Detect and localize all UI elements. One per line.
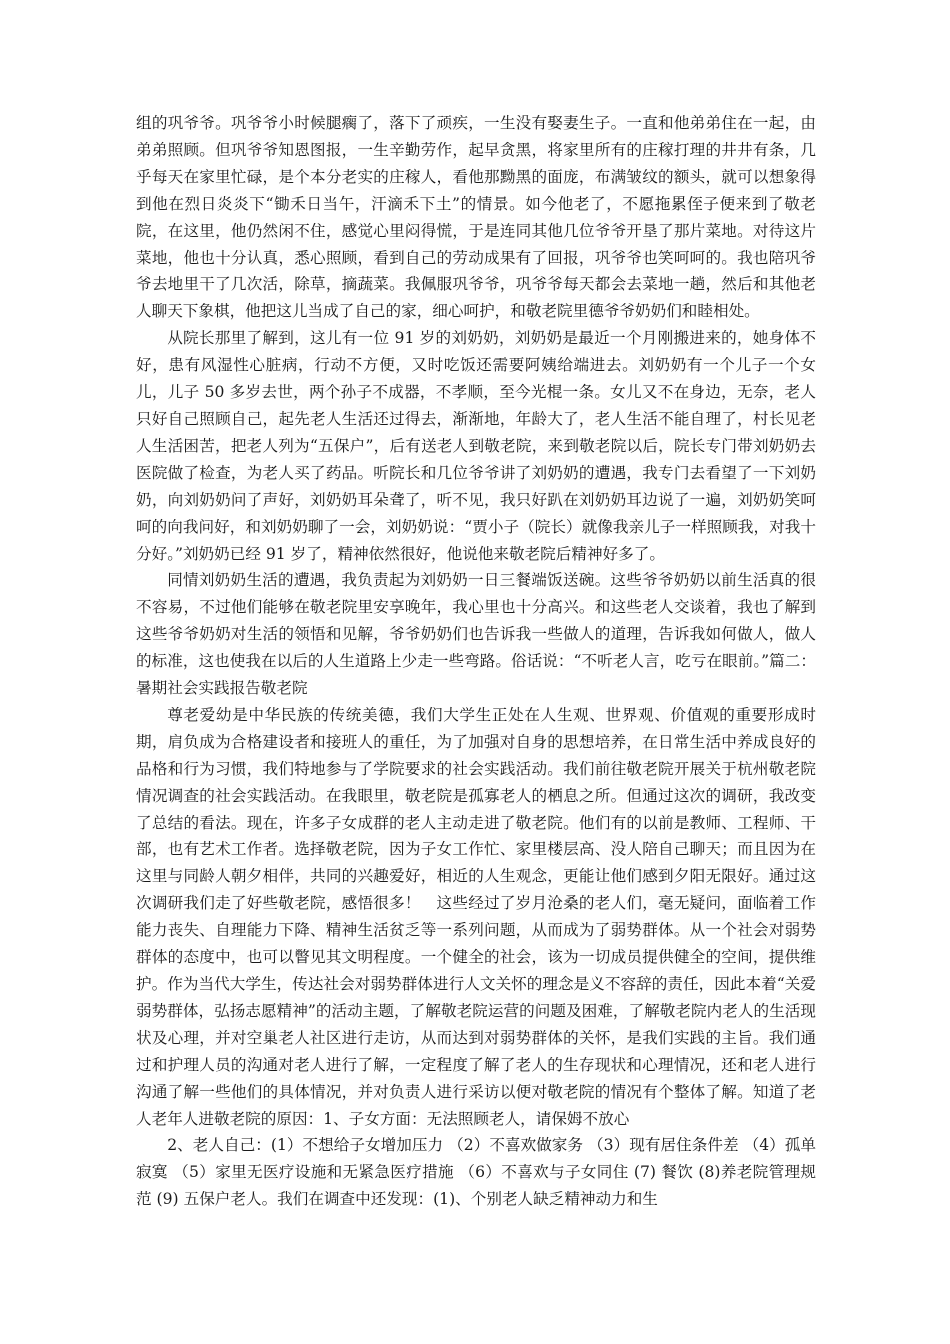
paragraph-1: 组的巩爷爷。巩爷爷小时候腿瘸了，落下了顽疾，一生没有娶妻生子。一直和他弟弟住在一起，由弟弟照顾。但巩爷爷知恩图报，一生辛勤劳作，起早贪黑，将家里所有的庄稼打理的井井有条，几乎每天在家里忙碌，是个本分老实的庄稼人，看他那黝黑的面庞，布满皱纹的额头，就可以想象得到他在烈日炎炎下“锄禾日当午，汗滴禾下土”的情景。如今他老了，不愿拖累侄子便来到了敬老院，在这里，他仍然闲不住，感觉心里闷得慌，于是连同其他几位爷爷开垦了那片菜地。对待这片菜地，他也十分认真，悉心照顾，看到自己的劳动成果有了回报，巩爷爷也笑呵呵的。我也陪巩爷爷去地里干了几次活，除草，摘蔬菜。我佩服巩爷爷，巩爷爷每天都会去菜地一趟，然后和其他老人聊天下象棋，他把这儿当成了自己的家，细心呵护，和敬老院里德爷爷奶奶们和睦相处。 <box>136 114 816 321</box>
document-body <box>136 110 816 1213</box>
paragraph-4: 尊老爱幼是中华民族的传统美德，我们大学生正处在人生观、世界观、价值观的重要形成时期，肩负成为合格建设者和接班人的重任，为了加强对自身的思想培养，在日常生活中养成良好的品格和行为习惯，我们特地参与了学院要求的社会实践活动。我们前往敬老院开展关于杭州敬老院情况调查的社会实践活动。在我眼里，敬老院是孤寡老人的栖息之所。但通过这次的调研，我改变了总结的看法。现在，许多子女成群的老人主动走进了敬老院。他们有的以前是教师、工程师、干部，也有艺术工作者。选择敬老院，因为子女工作忙、家里楼层高、没人陪自己聊天；而且因为在这里与同龄人朝夕相伴，共同的兴趣爱好，相近的人生观念，更能让他们感到夕阳无限好。通过这次调研我们走了好些敬老院，感悟很多！ 这些经过了岁月沧桑的老人们，毫无疑问，面临着工作能力丧失、自理能力下降、精神生活贫乏等一系列问题，从而成为了弱势群体。从一个社会对弱势群体的态度中，也可以瞥见其文明程度。一个健全的社会，该为一切成员提供健全的空间，提供维护。作为当代大学生，传达社会对弱势群体进行人文关怀的理念是义不容辞的责任，因此本着“关爱弱势群体，弘扬志愿精神”的活动主题，了解敬老院运营的问题及困难，了解敬老院内老人的生活现状及心理，并对空巢老人社区进行走访，从而达到对弱势群体的关怀，是我们实践的主旨。我们通过和护理人员的沟通对老人进行了解，一定程度了解了老人的生存现状和心理情况，还和老人进行沟通了解一些他们的具体情况，并对负责人进行采访以便对敬老院的情况有个整体了解。知道了老人老年人进敬老院的原因：1、子女方面：无法照顾老人，请保姆不放心 <box>136 705 816 1128</box>
paragraph-3: 同情刘奶奶生活的遭遇，我负责起为刘奶奶一日三餐端饭送碗。这些爷爷奶奶以前生活真的很不容易，不过他们能够在敬老院里安享晚年，我心里也十分高兴。和这些老人交谈着，我也了解到这些爷爷奶奶对生活的领悟和见解，爷爷奶奶们也告诉我一些做人的道理，告诉我如何做人，做人的标准，这也使我在以后的人生道路上少走一些弯路。俗话说：“不听老人言，吃亏在眼前。”篇二：暑期社会实践报告敬老院 <box>136 571 816 698</box>
paragraph-5: 2、老人自己：(1）不想给子女增加压力 （2）不喜欢做家务 （3）现有居住条件差 （4）孤单寂寞 （5）家里无医疗设施和无紧急医疗措施 （6）不喜欢与子女同住 (7) 餐饮 (8)养老院管理规范 (9) 五保户老人。我们在调查中还发现：(1)、个别老人缺乏精神动力和生 <box>136 1136 816 1209</box>
paragraph-2: 从院长那里了解到，这儿有一位 91 岁的刘奶奶，刘奶奶是最近一个月刚搬进来的，她身体不好，患有风湿性心脏病，行动不方便，又时吃饭还需要阿姨给端进去。刘奶奶有一个儿子一个女儿，儿子 50 多岁去世，两个孙子不成器，不孝顺，至今光棍一条。女儿又不在身边，无奈，老人只好自己照顾自己，起先老人生活还过得去，渐渐地，年龄大了，老人生活不能自理了，村长见老人生活困苦，把老人列为“五保户”，后有送老人到敬老院，来到敬老院以后，院长专门带刘奶奶去医院做了检查，为老人买了药品。听院长和几位爷爷讲了刘奶奶的遭遇，我专门去看望了一下刘奶奶，向刘奶奶问了声好，刘奶奶耳朵聋了，听不见，我只好趴在刘奶奶耳边说了一遍，刘奶奶笑呵呵的向我问好，和刘奶奶聊了一会，刘奶奶说：“贾小子（院长）就像我亲儿子一样照顾我，对我十分好。”刘奶奶已经 91 岁了，精神依然很好，他说他来敬老院后精神好多了。 <box>136 329 816 563</box>
